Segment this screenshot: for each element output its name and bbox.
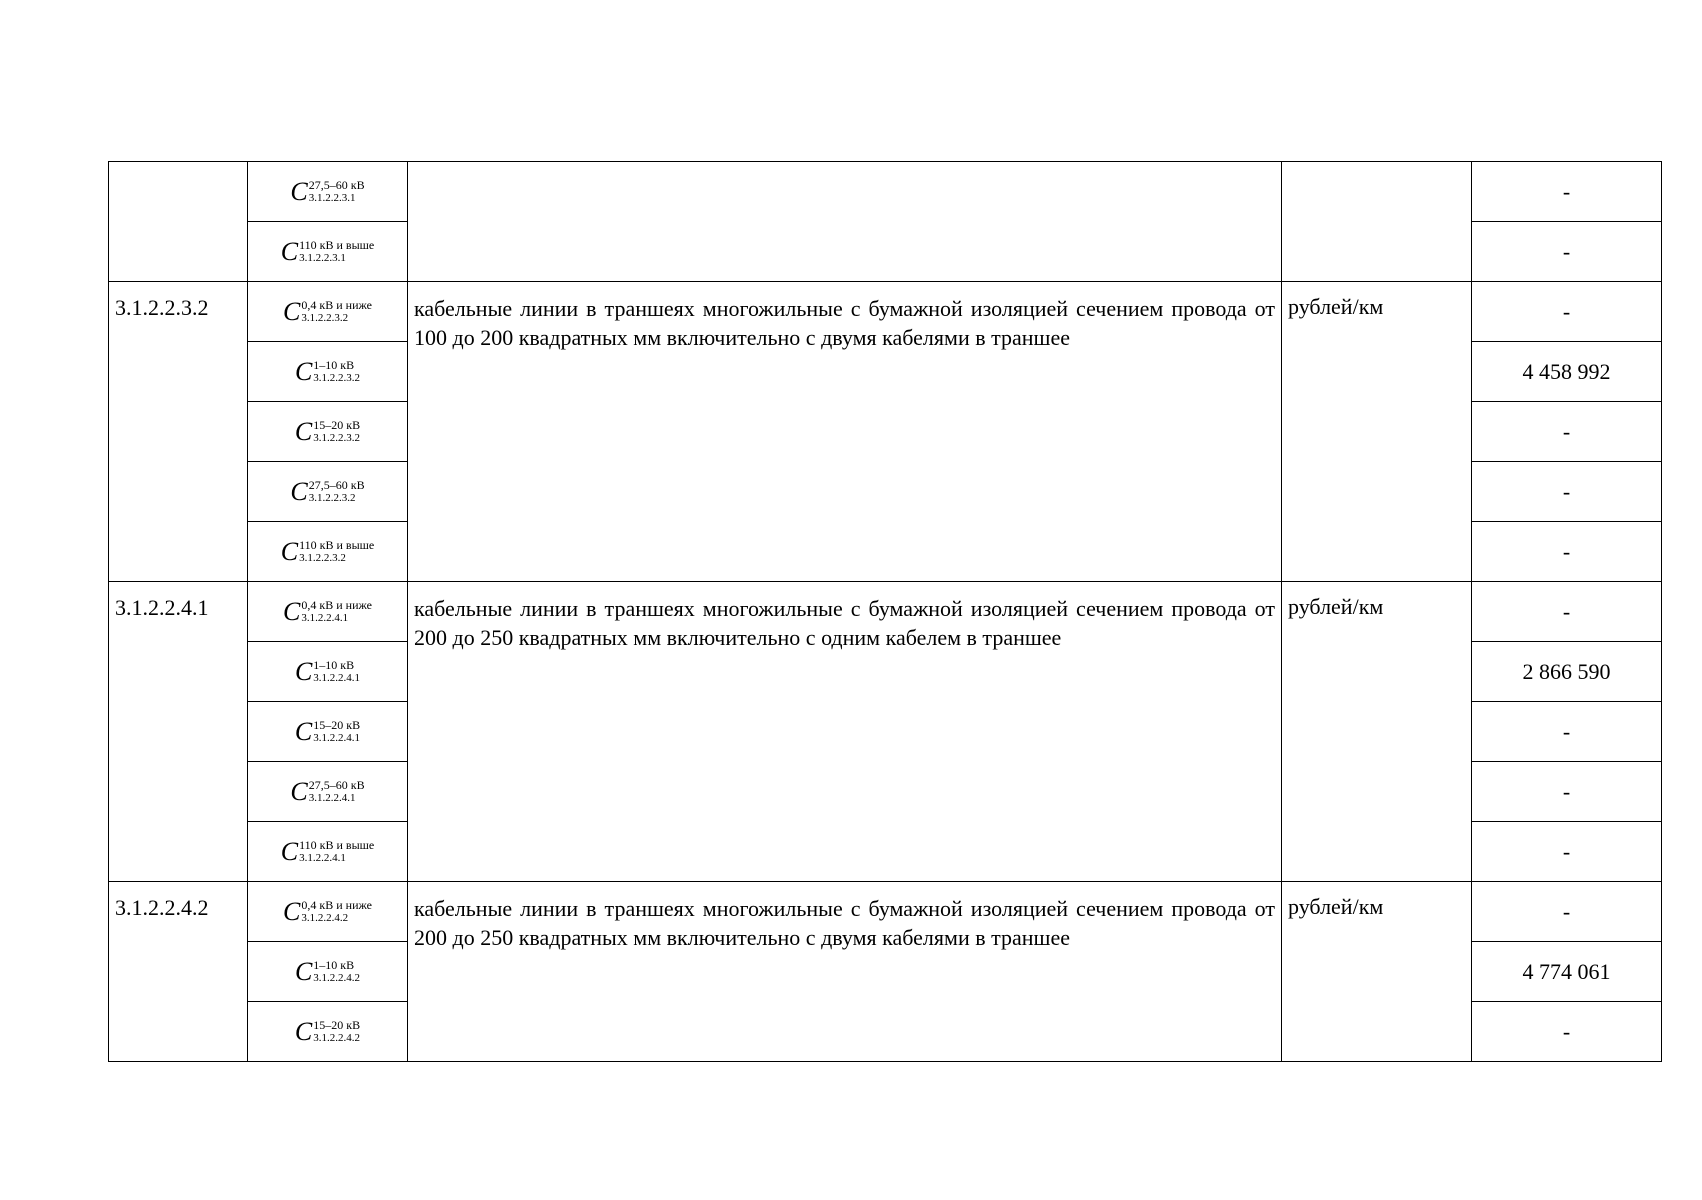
rate-index: 3.1.2.2.4.2 — [313, 971, 361, 984]
rate-symbol — [280, 536, 375, 566]
item-description — [408, 162, 1282, 282]
rate-symbol — [294, 656, 361, 686]
rate-symbol-cell — [248, 222, 408, 282]
rate-index: 3.1.2.2.3.2 — [313, 371, 361, 384]
rate-symbol-letter: C — [283, 596, 301, 626]
voltage-class: 0,4 кВ и ниже — [301, 897, 372, 912]
voltage-class: 15–20 кВ — [313, 417, 361, 432]
rate-value: - — [1472, 762, 1662, 822]
rate-value: - — [1472, 282, 1662, 342]
voltage-class: 1–10 кВ — [313, 357, 355, 372]
rate-value: - — [1472, 882, 1662, 942]
item-code: 3.1.2.2.4.2 — [109, 882, 248, 1062]
rate-value: - — [1472, 522, 1662, 582]
rate-symbol-cell — [248, 942, 408, 1002]
rate-symbol — [283, 596, 372, 626]
rate-index: 3.1.2.2.4.1 — [299, 851, 346, 864]
rate-symbol — [283, 896, 372, 926]
item-description: кабельные линии в траншеях многожильные с бумажной изоляцией сечением провода от 100 до 200 квадратных мм включительно с двумя кабелями в траншее — [408, 282, 1282, 582]
rate-symbol — [294, 716, 361, 746]
rate-index: 3.1.2.2.4.2 — [301, 911, 349, 924]
rate-value: - — [1472, 1002, 1662, 1062]
table-row — [109, 282, 1662, 342]
rate-value: - — [1472, 402, 1662, 462]
rate-symbol-cell — [248, 282, 408, 342]
rate-symbol-letter: C — [294, 656, 313, 686]
rate-symbol — [290, 776, 365, 806]
voltage-class: 1–10 кВ — [313, 957, 355, 972]
rate-symbol-cell — [248, 762, 408, 822]
rate-symbol-cell — [248, 642, 408, 702]
rate-value: - — [1472, 582, 1662, 642]
voltage-class: 15–20 кВ — [313, 1017, 361, 1032]
rate-index: 3.1.2.2.4.2 — [313, 1031, 360, 1044]
rate-symbol — [280, 836, 375, 866]
rate-index: 3.1.2.2.4.1 — [308, 791, 356, 804]
rate-symbol-letter: C — [290, 776, 308, 806]
rate-index: 3.1.2.2.3.2 — [299, 551, 346, 564]
item-unit — [1282, 162, 1472, 282]
rate-symbol-letter: C — [294, 956, 313, 986]
rate-value: - — [1472, 222, 1662, 282]
rate-symbol — [290, 476, 365, 506]
rate-index: 3.1.2.2.3.2 — [308, 491, 356, 504]
rate-value: 4 774 061 — [1472, 942, 1662, 1002]
rate-index: 3.1.2.2.3.2 — [313, 431, 360, 444]
rate-index: 3.1.2.2.3.2 — [301, 311, 349, 324]
rate-value: - — [1472, 462, 1662, 522]
rate-symbol — [290, 176, 365, 206]
item-code: 3.1.2.2.3.2 — [109, 282, 248, 582]
rate-symbol-cell — [248, 402, 408, 462]
rate-symbol — [294, 416, 361, 446]
rate-symbol-letter: C — [280, 536, 299, 566]
voltage-class: 27,5–60 кВ — [308, 177, 365, 192]
rate-symbol-letter: C — [294, 416, 313, 446]
rate-symbol — [280, 236, 375, 266]
rate-symbol-letter: C — [294, 356, 313, 386]
rate-symbol-letter: C — [294, 716, 313, 746]
rate-symbol-letter: C — [290, 176, 308, 206]
item-code — [109, 162, 248, 282]
rate-symbol-letter: C — [294, 1016, 313, 1046]
voltage-class: 27,5–60 кВ — [308, 477, 365, 492]
item-unit: рублей/км — [1282, 282, 1472, 582]
rate-symbol-cell — [248, 822, 408, 882]
rate-symbol-letter: C — [280, 236, 299, 266]
rates-table — [108, 161, 1662, 1062]
rate-index: 3.1.2.2.4.1 — [313, 671, 361, 684]
item-unit: рублей/км — [1282, 882, 1472, 1062]
voltage-class: 1–10 кВ — [313, 657, 355, 672]
item-code: 3.1.2.2.4.1 — [109, 582, 248, 882]
item-description: кабельные линии в траншеях многожильные с бумажной изоляцией сечением провода от 200 до 250 квадратных мм включительно с двумя кабелями в траншее — [408, 882, 1282, 1062]
rate-symbol — [294, 1016, 361, 1046]
rate-symbol-cell — [248, 882, 408, 942]
table-row — [109, 162, 1662, 222]
rate-value: 4 458 992 — [1472, 342, 1662, 402]
rate-symbol-letter: C — [280, 836, 299, 866]
rate-symbol-cell — [248, 582, 408, 642]
table-row — [109, 582, 1662, 642]
rate-symbol-cell — [248, 342, 408, 402]
rate-index: 3.1.2.2.3.1 — [299, 251, 346, 264]
voltage-class: 110 кВ и выше — [299, 237, 375, 252]
item-description: кабельные линии в траншеях многожильные с бумажной изоляцией сечением провода от 200 до 250 квадратных мм включительно с одним кабелем в траншее — [408, 582, 1282, 882]
rate-symbol — [294, 356, 361, 386]
voltage-class: 110 кВ и выше — [299, 837, 375, 852]
voltage-class: 15–20 кВ — [313, 717, 361, 732]
rate-index: 3.1.2.2.4.1 — [301, 611, 349, 624]
rate-symbol-cell — [248, 702, 408, 762]
rate-index: 3.1.2.2.3.1 — [308, 191, 356, 204]
rates-table-body — [109, 162, 1662, 1062]
rate-symbol-cell — [248, 162, 408, 222]
voltage-class: 110 кВ и выше — [299, 537, 375, 552]
rate-symbol-cell — [248, 462, 408, 522]
rate-symbol-letter: C — [283, 896, 301, 926]
voltage-class: 0,4 кВ и ниже — [301, 597, 372, 612]
rate-symbol-cell — [248, 1002, 408, 1062]
rate-symbol — [283, 296, 372, 326]
rate-value: - — [1472, 162, 1662, 222]
rate-value: - — [1472, 702, 1662, 762]
voltage-class: 27,5–60 кВ — [308, 777, 365, 792]
voltage-class: 0,4 кВ и ниже — [301, 297, 372, 312]
table-row — [109, 882, 1662, 942]
item-unit: рублей/км — [1282, 582, 1472, 882]
rate-symbol — [294, 956, 361, 986]
rate-value: - — [1472, 822, 1662, 882]
rate-symbol-cell — [248, 522, 408, 582]
rate-value: 2 866 590 — [1472, 642, 1662, 702]
rate-symbol-letter: C — [283, 296, 301, 326]
rate-index: 3.1.2.2.4.1 — [313, 731, 360, 744]
rate-symbol-letter: C — [290, 476, 308, 506]
